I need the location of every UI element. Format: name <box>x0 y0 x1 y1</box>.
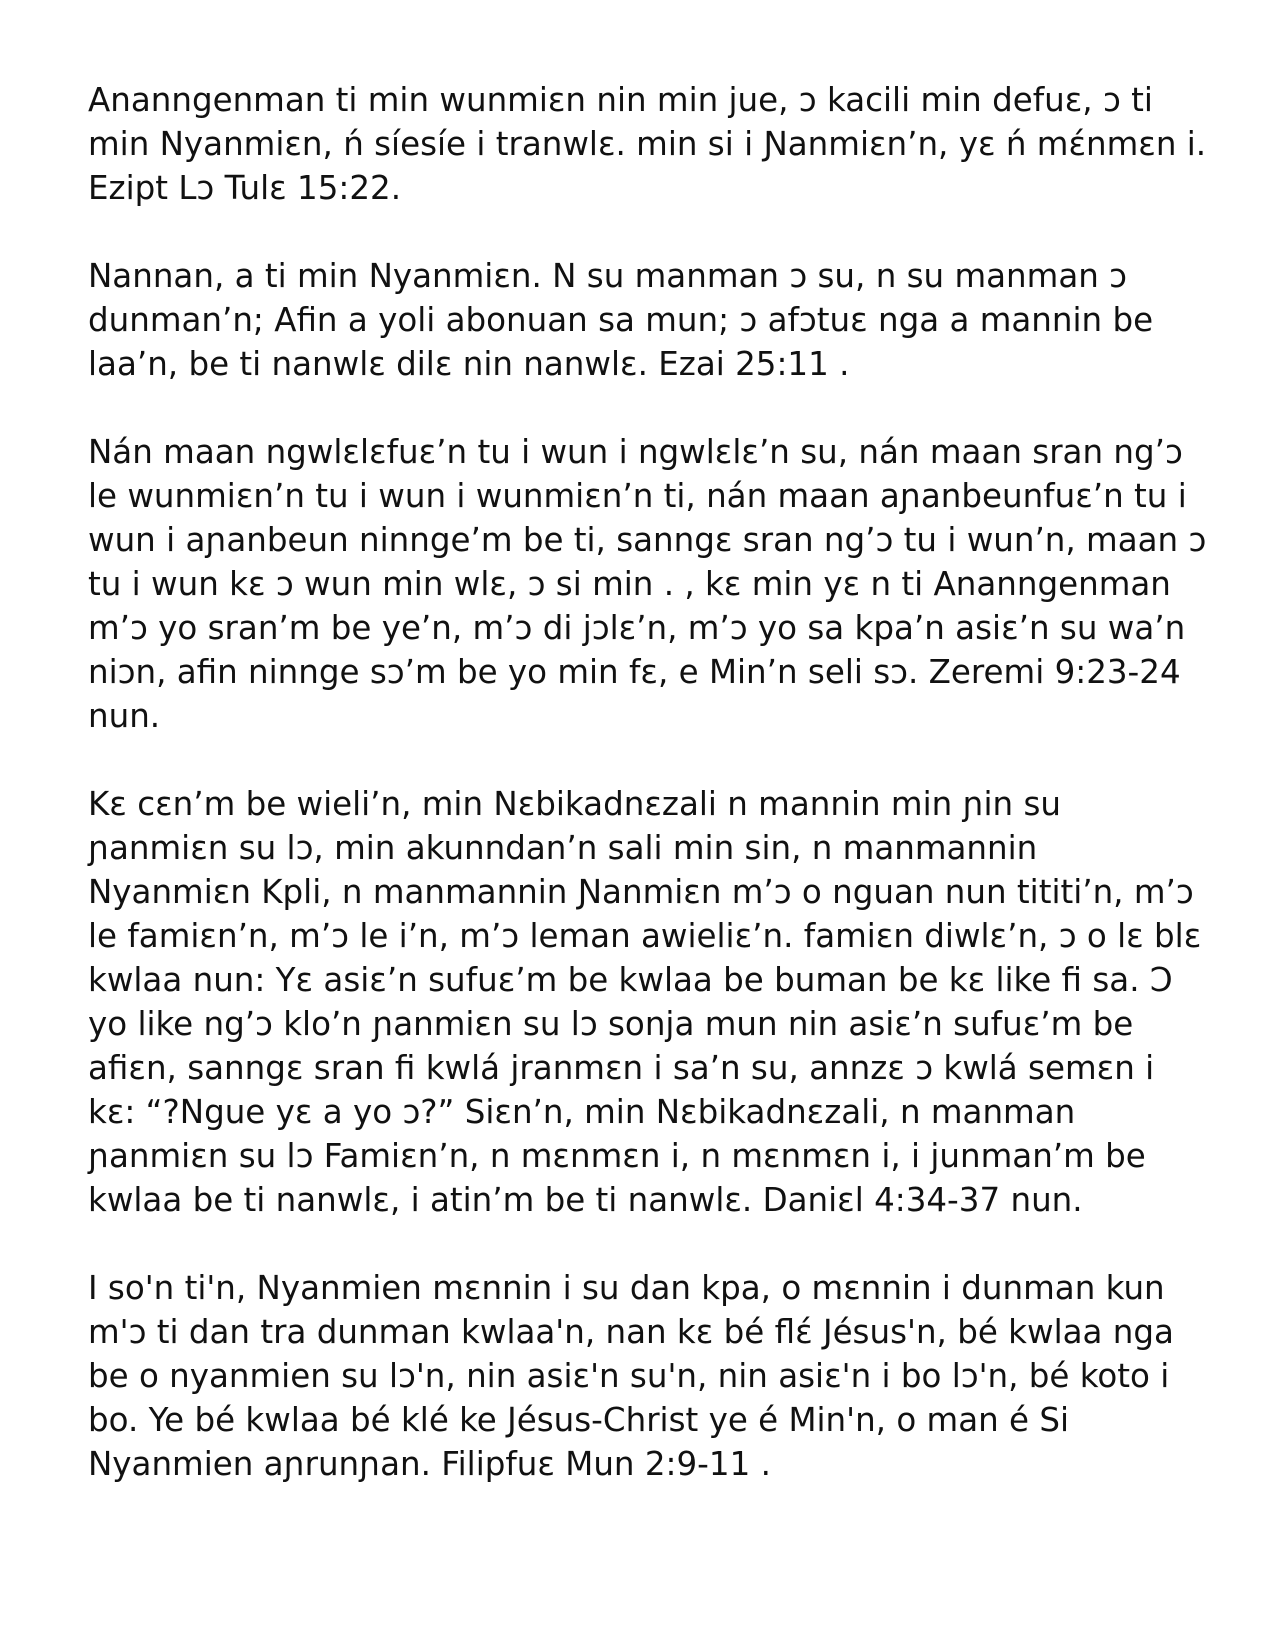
document-page <box>88 78 1208 1486</box>
paragraph-2: Nannan, a ti min Nyanmiɛn. N su manman ɔ su, n su manman ɔ dunman’n; Afin a yoli abonuan sa mun; ɔ afɔtuɛ nga a mannin be laa’n, be ti nanwlɛ dilɛ nin nanwlɛ. Ezai 25:11 . <box>88 257 1154 383</box>
paragraph-4: Kɛ cɛn’m be wieli’n, min Nɛbikadnɛzali n mannin min ɲin su ɲanmiɛn su lɔ, min akunndan’n sali min sin, n manmannin Nyanmiɛn Kpli, n manmannin Ɲanmiɛn m’ɔ o nguan nun tititi’n, m’ɔ le famiɛn’n, m’ɔ le i’n, m’ɔ leman awieliɛ’n. famiɛn diwlɛ’n, ɔ o lɛ blɛ kwlaa nun: Yɛ asiɛ’n sufuɛ’m be kwlaa be buman be kɛ like fi sa. Ɔ yo like ng’ɔ klo’n ɲanmiɛn su lɔ sonja mun nin asiɛ’n sufuɛ’m be afiɛn, sanngɛ sran fi kwlá jranmɛn i sa’n su, annzɛ ɔ kwlá semɛn i kɛ: “?Ngue yɛ a yo ɔ?” Siɛn’n, min Nɛbikadnɛzali, n manman ɲanmiɛn su lɔ Famiɛn’n, n mɛnmɛn i, n mɛnmɛn i, i junman’m be kwlaa be ti nanwlɛ, i atin’m be ti nanwlɛ. Daniɛl 4:34-37 nun. <box>88 785 1202 1219</box>
paragraph-1: Ananngenman ti min wunmiɛn nin min jue, ɔ kacili min defuɛ, ɔ ti min Nyanmiɛn, ń síesíe i tranwlɛ. min si i Ɲanmiɛn’n, yɛ ń mɛ́nmɛn i. Ezipt Lɔ Tulɛ 15:22. <box>88 81 1207 207</box>
paragraph-3: Nán maan ngwlɛlɛfuɛ’n tu i wun i ngwlɛlɛ’n su, nán maan sran ng’ɔ le wunmiɛn’n tu i wun i wunmiɛn’n ti, nán maan aɲanbeunfuɛ’n tu i wun i aɲanbeun ninnge’m be ti, sanngɛ sran ng’ɔ tu i wun’n, maan ɔ tu i wun kɛ ɔ wun min wlɛ, ɔ si min . , kɛ min yɛ n ti Ananngenman m’ɔ yo sran’m be ye’n, m’ɔ di jɔlɛ’n, m’ɔ yo sa kpa’n asiɛ’n su wa’n niɔn, afin ninnge sɔ’m be yo min fɛ, e Min’n seli sɔ. Zeremi 9:23-24 nun. <box>88 433 1207 735</box>
paragraph-5: I so'n ti'n, Nyanmien mɛnnin i su dan kpa, o mɛnnin i dunman kun m'ɔ ti dan tra dunman kwlaa'n, nan kɛ bé flɛ́ Jésus'n, bé kwlaa nga be o nyanmien su lɔ'n, nin asiɛ'n su'n, nin asiɛ'n i bo lɔ'n, bé koto i bo. Ye bé kwlaa bé klé ke Jésus-Christ ye é Min'n, o man é Si Nyanmien aɲrunɲan. Filipfuɛ Mun 2:9-11 . <box>88 1269 1174 1483</box>
